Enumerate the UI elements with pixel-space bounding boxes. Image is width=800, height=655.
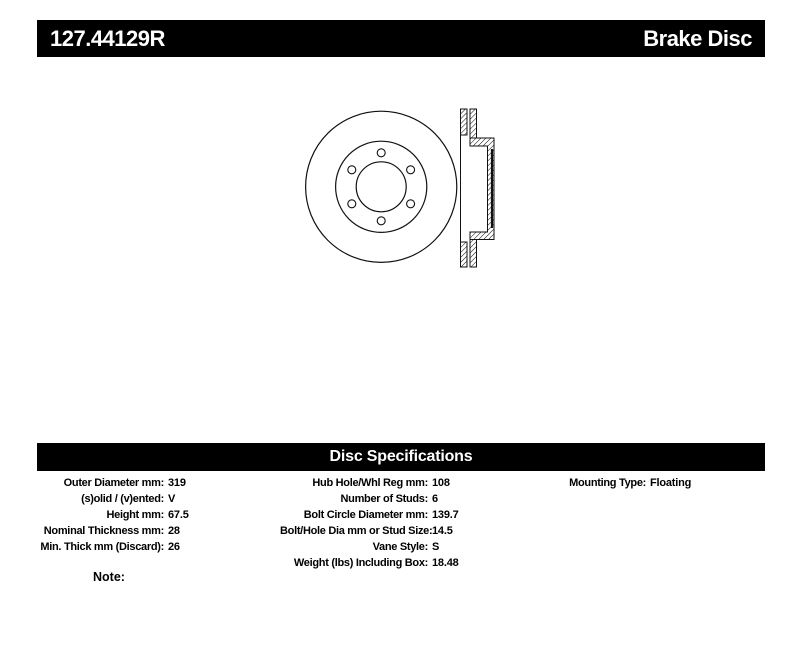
spec-label: (s)olid / (v)ented: [81, 493, 164, 505]
spec-value: 18.48 [432, 557, 459, 569]
spec-value: 67.5 [168, 509, 189, 521]
spec-row [37, 491, 189, 507]
inboard-plate-top-section [470, 109, 477, 138]
spec-value: 26 [168, 541, 180, 553]
spec-value: 14.5 [432, 525, 453, 537]
spec-row [280, 491, 459, 507]
spec-value: Floating [650, 477, 692, 489]
spec-row [37, 507, 189, 523]
header-bar [37, 20, 765, 57]
stud-hole-icon [407, 166, 415, 174]
stud-hole-icon [377, 217, 385, 225]
spec-section-title: Disc Specifications [329, 448, 473, 465]
spec-label: Mounting Type: [569, 477, 646, 489]
outer-diameter-circle [306, 111, 457, 262]
stud-hole-icon [348, 166, 356, 174]
product-type: Brake Disc [643, 25, 752, 51]
spec-label: Height mm: [106, 509, 164, 521]
stud-hole-icon [377, 149, 385, 157]
spec-row [280, 555, 459, 571]
spec-value: 319 [168, 477, 186, 489]
brake-disc-cross-section [461, 109, 495, 267]
spec-row [280, 539, 459, 555]
spec-value: 139.7 [432, 509, 459, 521]
spec-row [280, 507, 459, 523]
spec-column-middle [280, 475, 459, 571]
spec-label: Vane Style: [372, 541, 428, 553]
note-label: Note: [93, 570, 125, 584]
spec-value: 108 [432, 477, 450, 489]
spec-label: Number of Studs: [340, 493, 428, 505]
spec-column-right [490, 475, 691, 491]
outboard-plate-top-section [461, 109, 468, 135]
spec-label: Min. Thick mm (Discard): [40, 541, 164, 553]
spec-row [490, 475, 691, 491]
hub-flange-circle [336, 141, 427, 232]
spec-row [280, 475, 459, 491]
stud-hole-icon [348, 200, 356, 208]
spec-label: Nominal Thickness mm: [43, 525, 164, 537]
inboard-plate-bottom-section [470, 240, 477, 268]
spec-label: Bolt/Hole Dia mm or Stud Size: [280, 525, 433, 537]
outboard-plate-bottom-section [461, 242, 468, 267]
spec-row [37, 523, 189, 539]
part-number: 127.44129R [50, 25, 165, 51]
spec-label: Bolt Circle Diameter mm: [303, 509, 428, 521]
spec-label: Outer Diameter mm: [63, 477, 164, 489]
spec-row [280, 523, 459, 539]
spec-label: Hub Hole/Whl Reg mm: [312, 477, 428, 489]
stud-holes [348, 149, 415, 225]
brake-disc-diagram [293, 96, 507, 282]
center-hole-circle [356, 162, 406, 212]
spec-label: Weight (lbs) Including Box: [293, 557, 428, 569]
brake-disc-front-view [306, 111, 457, 262]
spec-column-left [37, 475, 189, 555]
hat-section [470, 138, 494, 240]
spec-value: V [168, 493, 176, 505]
spec-value: S [432, 541, 440, 553]
spec-section-header [37, 443, 765, 471]
spec-value: 6 [432, 493, 438, 505]
spec-row [37, 475, 189, 491]
stud-hole-icon [407, 200, 415, 208]
spec-row [37, 539, 189, 555]
spec-value: 28 [168, 525, 180, 537]
